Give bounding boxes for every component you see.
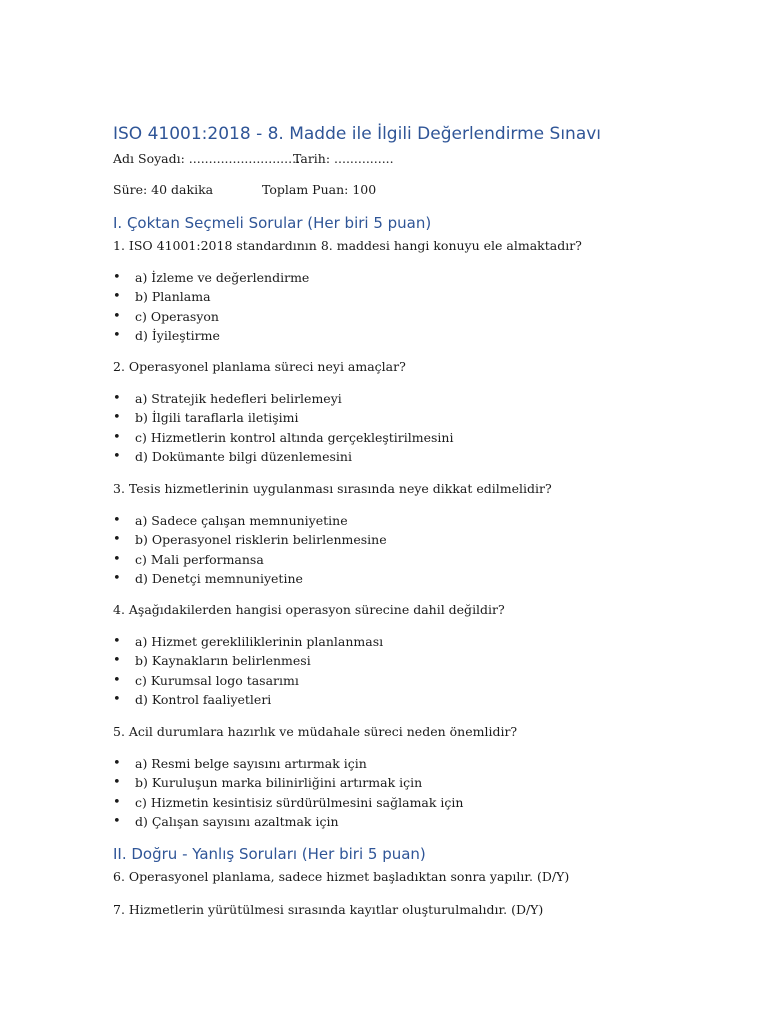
name-field: Adı Soyadı: ............................ xyxy=(113,151,301,166)
question-7: 7. Hizmetlerin yürütülmesi sırasında kayıtlar oluşturulmalıdır. (D/Y) xyxy=(113,902,544,917)
option-text: c) Operasyon xyxy=(135,308,219,324)
section-heading-multiple-choice: I. Çoktan Seçmeli Sorular (Her biri 5 puan) xyxy=(113,214,432,232)
bullet-icon: • xyxy=(113,570,121,586)
option-text: c) Hizmetlerin kontrol altında gerçekleştirilmesini xyxy=(135,429,454,445)
bullet-icon: • xyxy=(113,513,121,528)
option-text: d) Kontrol faaliyetleri xyxy=(135,691,272,707)
bullet-icon: • xyxy=(113,775,121,791)
option-text: b) Operasyonel risklerin belirlenmesine xyxy=(135,532,387,548)
option-text: a) Sadece çalışan memnuniyetine xyxy=(135,513,348,528)
question-4: 4. Aşağıdakilerden hangisi operasyon sürecine dahil değildir? xyxy=(113,602,505,617)
bullet-icon: • xyxy=(113,653,121,669)
bullet-icon: • xyxy=(113,308,121,324)
bullet-icon: • xyxy=(113,289,121,305)
question-6: 6. Operasyonel planlama, sadece hizmet başladıktan sonra yapılır. (D/Y) xyxy=(113,869,570,884)
bullet-icon: • xyxy=(113,672,121,688)
option-text: b) Kaynakların belirlenmesi xyxy=(135,653,311,669)
document-title: ISO 41001:2018 - 8. Madde ile İlgili Değerlendirme Sınavı xyxy=(113,124,602,144)
option-text: d) Dokümante bilgi düzenlemesini xyxy=(135,448,352,464)
bullet-icon: • xyxy=(113,327,121,343)
bullet-icon: • xyxy=(113,448,121,464)
option-text: a) İzleme ve değerlendirme xyxy=(135,270,310,285)
option-text: d) İyileştirme xyxy=(135,327,220,343)
bullet-icon: • xyxy=(113,391,121,406)
option-text: a) Hizmet gerekliliklerinin planlanması xyxy=(135,634,384,649)
bullet-icon: • xyxy=(113,691,121,707)
bullet-icon: • xyxy=(113,813,121,829)
section-heading-true-false: II. Doğru - Yanlış Soruları (Her biri 5 puan) xyxy=(113,845,426,863)
question-2: 2. Operasyonel planlama süreci neyi amaçlar? xyxy=(113,359,406,374)
bullet-icon: • xyxy=(113,756,121,771)
question-1: 1. ISO 41001:2018 standardının 8. maddesi hangi konuyu ele almaktadır? xyxy=(113,238,582,253)
bullet-icon: • xyxy=(113,429,121,445)
duration-points-line xyxy=(113,182,377,197)
name-date-line xyxy=(113,151,394,166)
option-text: b) İlgili taraflarla iletişimi xyxy=(135,410,299,426)
option-text: b) Kuruluşun marka bilinirliğini artırmak için xyxy=(135,775,423,791)
date-field: Tarih: ............... xyxy=(293,151,394,166)
bullet-icon: • xyxy=(113,794,121,810)
option-text: a) Resmi belge sayısını artırmak için xyxy=(135,756,367,771)
option-text: c) Hizmetin kesintisiz sürdürülmesini sağlamak için xyxy=(135,794,464,810)
bullet-icon: • xyxy=(113,532,121,548)
question-3: 3. Tesis hizmetlerinin uygulanması sırasında neye dikkat edilmelidir? xyxy=(113,481,552,496)
option-text: d) Çalışan sayısını azaltmak için xyxy=(135,813,339,829)
bullet-icon: • xyxy=(113,634,121,649)
option-text: a) Stratejik hedefleri belirlemeyi xyxy=(135,391,342,406)
option-text: c) Mali performansa xyxy=(135,551,264,567)
bullet-icon: • xyxy=(113,551,121,567)
option-text: b) Planlama xyxy=(135,289,211,305)
option-text: d) Denetçi memnuniyetine xyxy=(135,570,303,586)
duration-text: Süre: 40 dakika xyxy=(113,182,214,197)
total-points-text: Toplam Puan: 100 xyxy=(262,182,377,197)
question-5: 5. Acil durumlara hazırlık ve müdahale süreci neden önemlidir? xyxy=(113,724,518,739)
bullet-icon: • xyxy=(113,270,121,285)
bullet-icon: • xyxy=(113,410,121,426)
option-text: c) Kurumsal logo tasarımı xyxy=(135,672,299,688)
